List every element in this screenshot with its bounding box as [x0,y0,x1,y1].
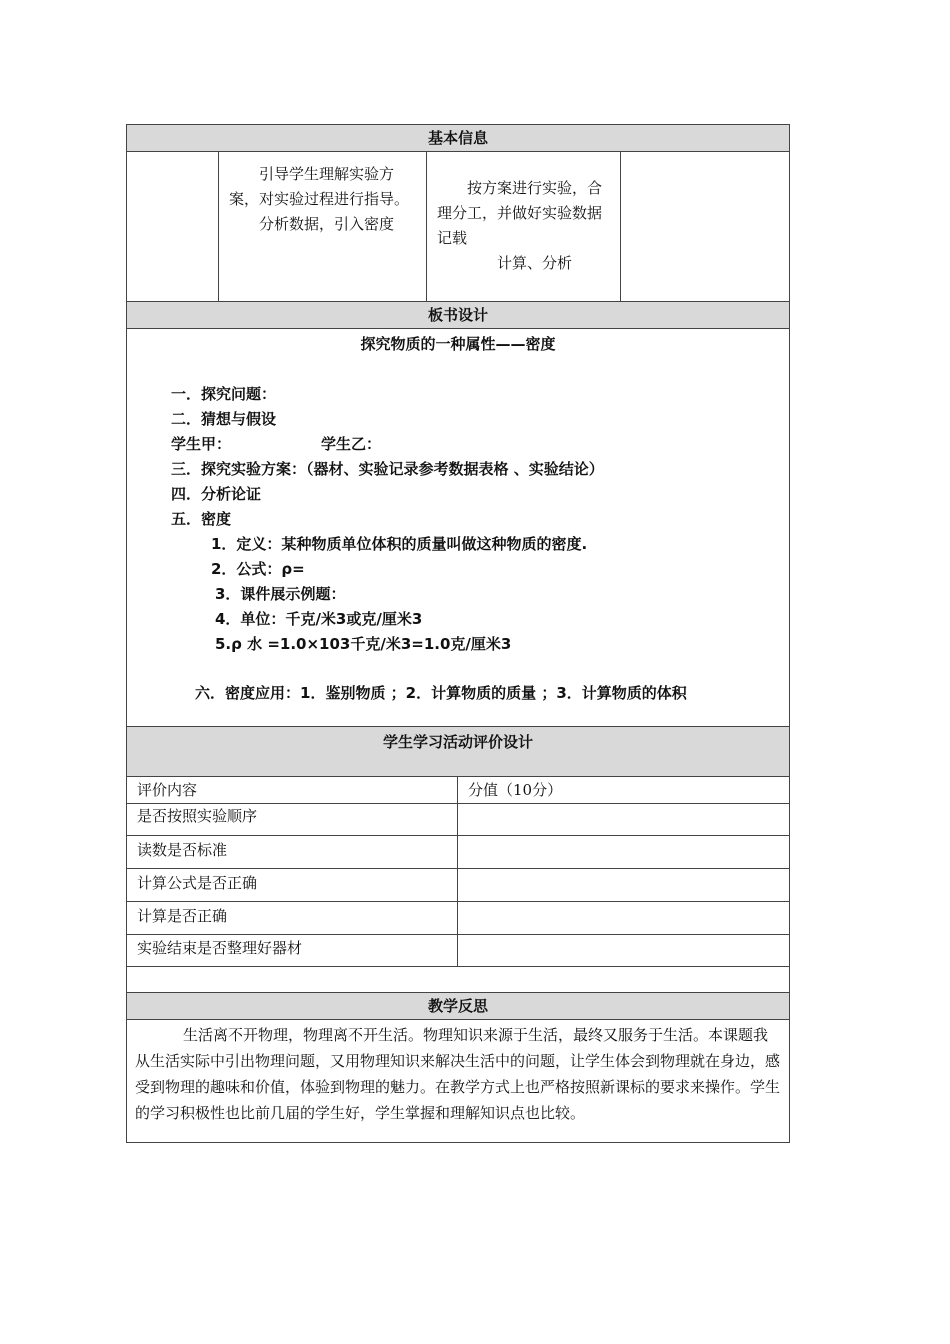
basic-info-row [126,151,790,301]
evaluation-item: 计算是否正确 [127,902,458,934]
evaluation-col-content: 评价内容 [127,777,458,803]
table-row [127,868,789,901]
board-line-4: 四．分析论证 [171,485,262,503]
teacher-activity-cell [219,152,427,301]
reflection-header: 教学反思 [126,992,790,1019]
table-row [127,934,789,966]
evaluation-score-cell [458,902,789,934]
board-student-a: 学生甲： [171,435,232,453]
evaluation-table [126,776,790,966]
board-design-header: 板书设计 [126,301,790,328]
board-line-1: 一．探究问题： [171,385,277,403]
table-row [127,835,789,868]
student-activity-cell [427,152,621,301]
evaluation-table-header-row [127,776,789,803]
board-application: 六．密度应用：1．鉴别物质 ；2．计算物质的质量 ；3．计算物质的体积 [195,684,687,702]
basic-info-header: 基本信息 [126,124,790,151]
evaluation-score-cell [458,836,789,868]
lesson-plan-document [126,124,790,1143]
board-definition: 1．定义：某种物质单位体积的质量叫做这种物质的密度. [211,535,588,553]
evaluation-item: 计算公式是否正确 [127,869,458,901]
evaluation-item: 读数是否标准 [127,836,458,868]
evaluation-item: 是否按照实验顺序 [127,804,458,835]
reflection-text: 生活离不开物理，物理离不开生活。物理知识来源于生活，最终又服务于生活。本课题我从生活实际中引出物理问题，又用物理知识来解决生活中的问题，让学生体会到物理就在身边，感受到物理的趣味和价值，体验到物理的魅力。在教学方式上也严格按照新课标的要求来操作。学生的学习积极性也比前几届的学生好，学生掌握和理解知识点也比较。 [135,1026,781,1122]
evaluation-header: 学生学习活动评价设计 [126,726,790,776]
teacher-activity-guide: 引导学生理解实验方案，对实验过程进行指导。 [229,165,410,208]
table-row [127,901,789,934]
evaluation-col-score: 分值（10分） [468,781,563,799]
student-activity-calc: 计算、分析 [497,254,573,272]
board-line-2: 二．猜想与假设 [171,410,277,428]
board-student-b: 学生乙： [321,435,382,453]
board-design-content [126,328,790,726]
blank-cell-left [127,152,219,301]
table-row [127,803,789,835]
teacher-activity-analysis: 分析数据，引入密度 [259,215,395,233]
board-example: 3．课件展示例题： [215,585,346,603]
blank-cell-right [621,152,789,301]
evaluation-item: 实验结束是否整理好器材 [127,935,458,966]
board-unit: 4．单位：千克/米3或克/厘米3 [215,610,423,628]
board-water-density: 5.ρ 水 =1.0×103千克/米3=1.0克/厘米3 [215,635,512,653]
evaluation-score-cell [458,869,789,901]
reflection-text-cell [126,1019,790,1143]
board-line-3: 三．探究实验方案：（器材、实验记录参考数据表格 、实验结论） [171,460,604,478]
board-formula: 2．公式：ρ= [211,560,305,578]
evaluation-score-cell [458,804,789,835]
board-line-5: 五．密度 [171,510,232,528]
blank-spacer-row [126,966,790,992]
evaluation-score-cell [458,935,789,966]
student-activity-experiment: 按方案进行实验，合理分工，并做好实验数据记载 [437,179,603,247]
board-title: 探究物质的一种属性——密度 [360,335,556,353]
